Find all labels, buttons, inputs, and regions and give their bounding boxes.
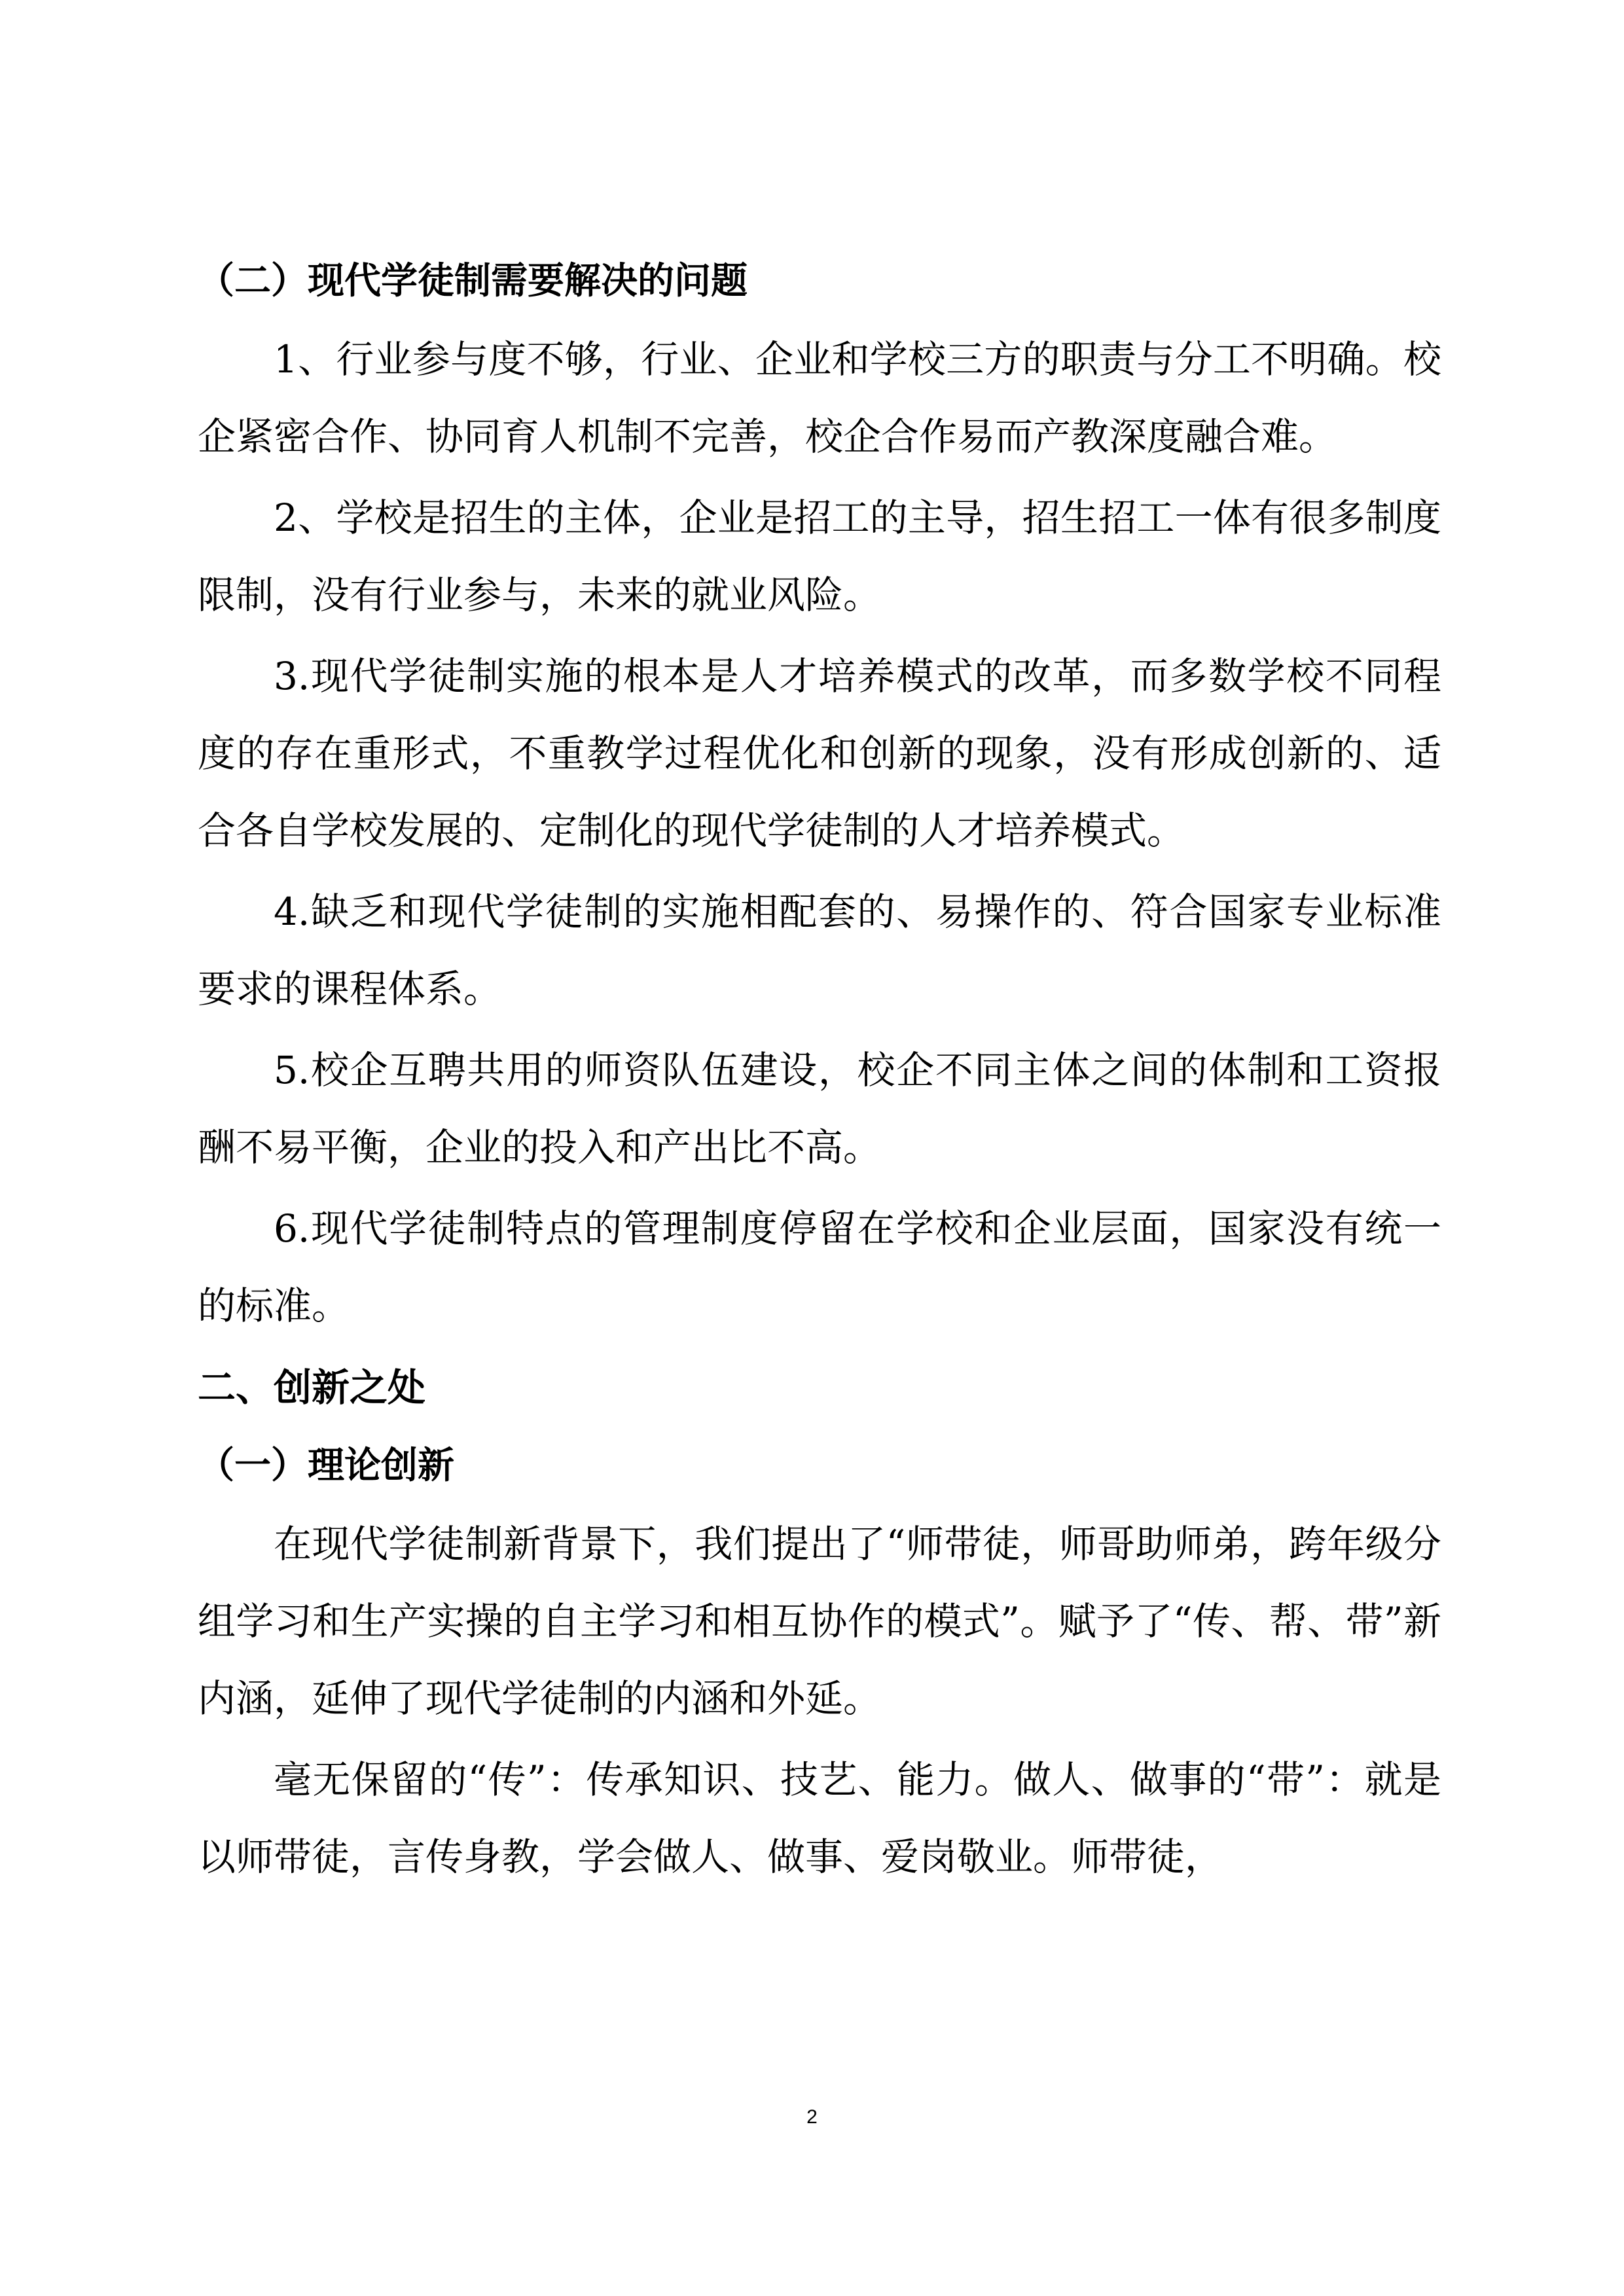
section-title: （二）现代学徒制需要解决的问题 — [198, 260, 748, 302]
problem-paragraph-5: 5.校企互聘共用的师资队伍建设，校企不同主体之间的体制和工资报酬不易平衡，企业的投入和产出比不高。 — [198, 1048, 1441, 1170]
problem-paragraph-2: 2、学校是招生的主体，企业是招工的主导，招生招工一体有很多制度限制，没有行业参与，未来的就业风险。 — [198, 495, 1441, 617]
page-number: 2 — [806, 2106, 818, 2128]
problem-paragraph-3: 3.现代学徒制实施的根本是人才培养模式的改革，而多数学校不同程度的存在重形式，不重教学过程优化和创新的现象，没有形成创新的、适合各自学校发展的、定制化的现代学徒制的人才培养模式。 — [198, 654, 1441, 853]
problem-paragraph-4: 4.缺乏和现代学徒制的实施相配套的、易操作的、符合国家专业标准要求的课程体系。 — [198, 889, 1441, 1011]
innovation-paragraph-1: 在现代学徒制新背景下，我们提出了“师带徒，师哥助师弟，跨年级分组学习和生产实操的自主学习和相互协作的模式”。赋予了“传、帮、带”新内涵，延伸了现代学徒制的内涵和外延。 — [198, 1522, 1441, 1721]
subsection-title: （一）理论创新 — [198, 1444, 454, 1487]
problem-paragraph-1: 1、行业参与度不够，行业、企业和学校三方的职责与分工不明确。校企紧密合作、协同育人机制不完善，校企合作易而产教深度融合难。 — [198, 337, 1441, 459]
problem-paragraph-6: 6.现代学徒制特点的管理制度停留在学校和企业层面，国家没有统一的标准。 — [198, 1206, 1441, 1328]
page-content — [198, 242, 1441, 1899]
innovation-paragraph-2: 毫无保留的“传”：传承知识、技艺、能力。做人、做事的“带”：就是以师带徒，言传身教，学会做人、做事、爱岗敬业。师带徒， — [198, 1757, 1441, 1879]
chapter-title: 二、创新之处 — [198, 1365, 426, 1410]
